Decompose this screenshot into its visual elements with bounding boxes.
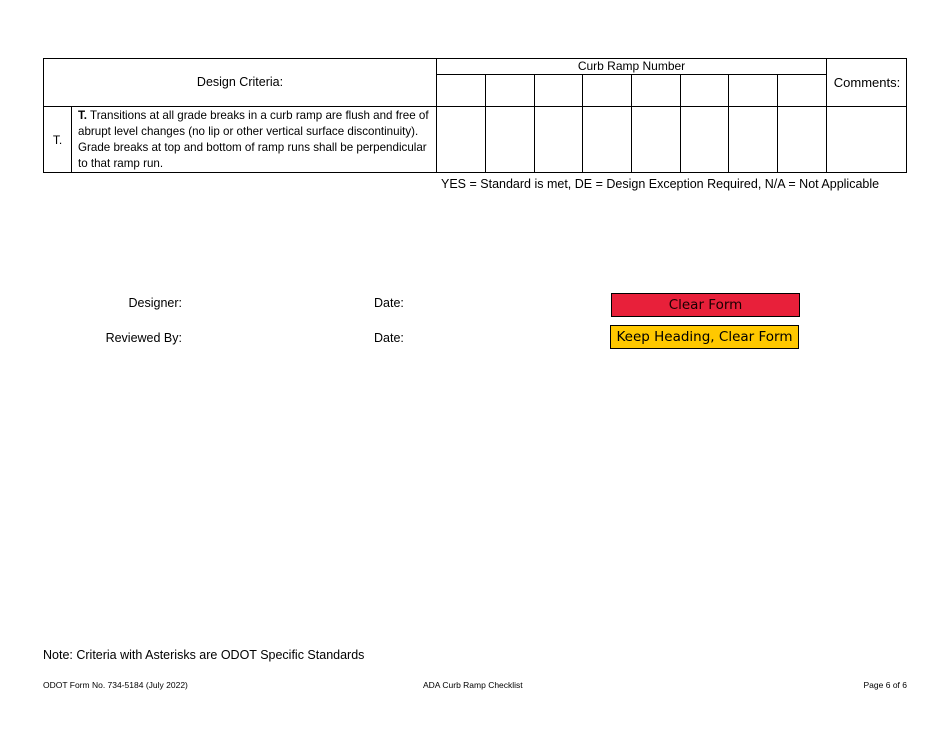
footer-form-number: ODOT Form No. 734-5184 (July 2022)	[43, 680, 188, 690]
designer-date-label: Date:	[374, 296, 404, 310]
ramp-number-input-6[interactable]	[682, 75, 731, 107]
criteria-row-title: T.	[78, 109, 88, 122]
criteria-row-text	[78, 108, 434, 172]
ramp-status-input-7[interactable]	[730, 108, 780, 173]
ramp-number-input-2[interactable]	[487, 75, 537, 107]
ramp-status-input-8[interactable]	[779, 108, 829, 173]
asterisk-note: Note: Criteria with Asterisks are ODOT Specific Standards	[43, 648, 365, 662]
curb-ramp-number-header: Curb Ramp Number	[577, 59, 686, 73]
ramp-number-input-3[interactable]	[536, 75, 585, 107]
reviewed-by-input[interactable]	[188, 327, 362, 351]
footer-page-number: Page 6 of 6	[863, 680, 907, 690]
criteria-row-description: Transitions at all grade breaks in a curb ramp are flush and free of abrupt level changes (no lip or other vertical surface discontinuity). Grade breaks at top and bottom of ramp runs shall be perpendicular to that ramp run.	[78, 109, 429, 170]
ramp-number-input-8[interactable]	[779, 75, 829, 107]
designer-label: Designer:	[128, 296, 182, 310]
ramp-number-input-1[interactable]	[438, 75, 488, 107]
reviewed-date-label: Date:	[374, 331, 404, 345]
ramp-status-input-2[interactable]	[487, 108, 537, 173]
ramp-number-input-7[interactable]	[730, 75, 780, 107]
criteria-row-letter: T.	[52, 132, 63, 147]
letter-column-divider	[71, 106, 72, 173]
ramp-status-input-4[interactable]	[584, 108, 634, 173]
comments-input[interactable]	[828, 108, 909, 173]
ramp-status-input-6[interactable]	[682, 108, 731, 173]
designer-input[interactable]	[188, 292, 362, 316]
designer-date-input[interactable]	[410, 292, 574, 316]
criteria-column-divider	[436, 58, 437, 173]
clear-form-button[interactable]: Clear Form	[611, 293, 800, 317]
comments-header: Comments:	[833, 74, 901, 90]
ramp-status-input-1[interactable]	[438, 108, 488, 173]
ramp-status-input-5[interactable]	[633, 108, 683, 173]
footer-title: ADA Curb Ramp Checklist	[423, 680, 523, 690]
reviewed-by-label: Reviewed By:	[105, 331, 182, 345]
reviewed-date-input[interactable]	[410, 327, 574, 351]
status-legend: YES = Standard is met, DE = Design Exception Required, N/A = Not Applicable	[441, 177, 880, 191]
ramp-status-input-3[interactable]	[536, 108, 585, 173]
ramp-number-input-5[interactable]	[633, 75, 683, 107]
keep-heading-clear-form-button[interactable]: Keep Heading, Clear Form	[610, 325, 799, 349]
ramp-number-input-4[interactable]	[584, 75, 634, 107]
design-criteria-header: Design Criteria:	[196, 75, 284, 89]
